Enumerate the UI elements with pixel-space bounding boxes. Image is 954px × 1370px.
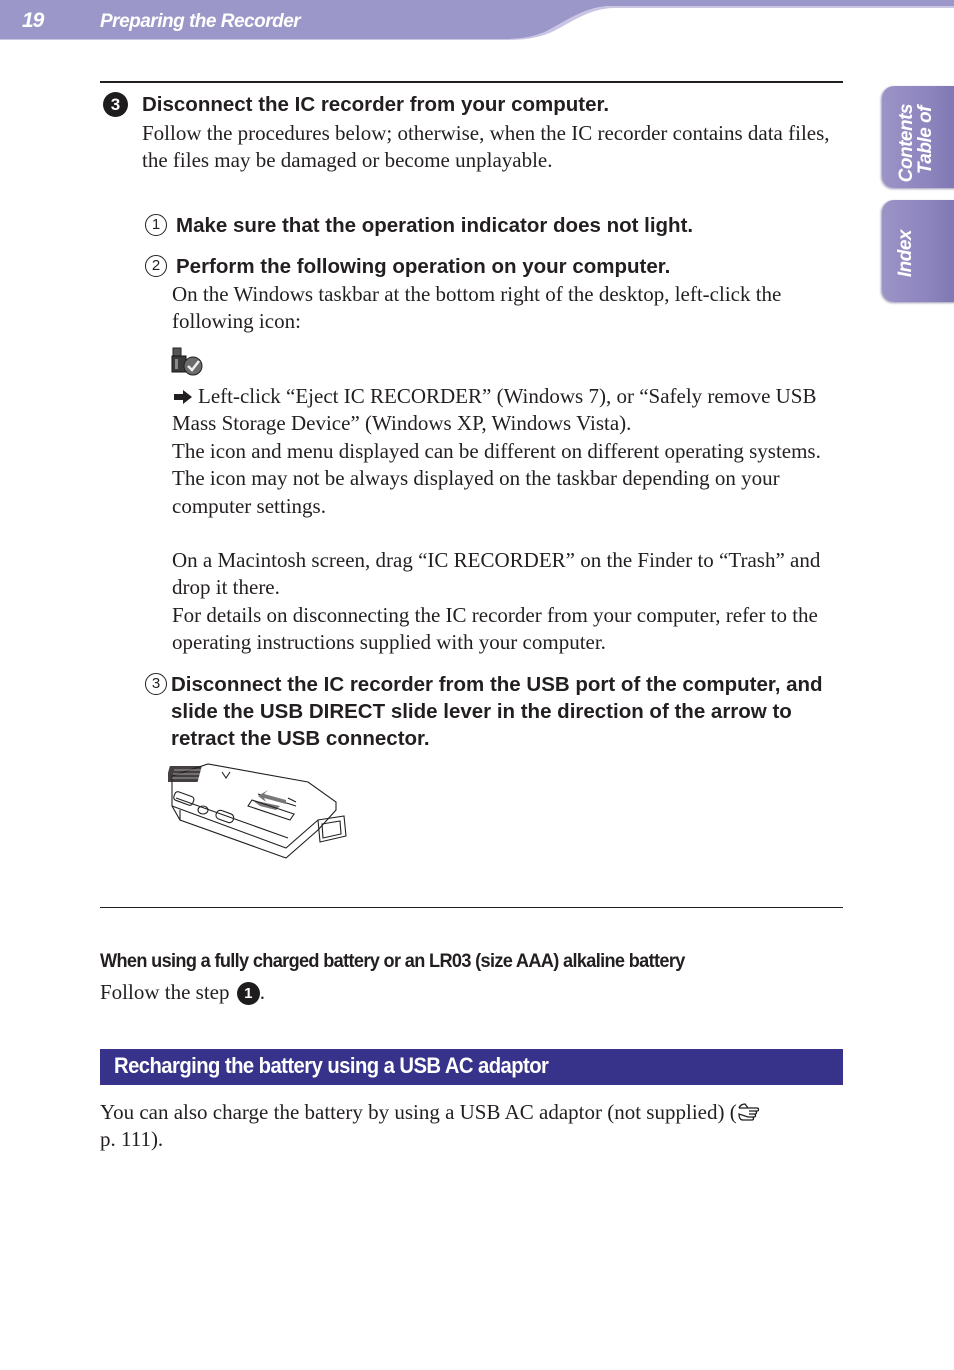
- step-3-number: 3: [103, 92, 128, 117]
- battery-text-before: Follow the step: [100, 980, 230, 1004]
- substep-2-number: 2: [145, 255, 167, 277]
- eject-usb-taskbar-icon: [171, 346, 205, 378]
- substep-2-text: On the Windows taskbar at the bottom right of the desktop, left-click the following icon:: [172, 282, 782, 334]
- page-header: [0, 0, 954, 48]
- battery-text-after: .: [259, 980, 265, 1004]
- substep-3-title: Disconnect the IC recorder from the USB port of the computer, and slide the USB DIRECT slide lever in the direction of the arrow to retract the USB connector.: [171, 673, 823, 750]
- index-tab[interactable]: [882, 200, 954, 302]
- step-3-title: Disconnect the IC recorder from your computer.: [142, 93, 610, 116]
- battery-text: [100, 979, 265, 1006]
- toc-tab-label-line1: Table of: [915, 106, 936, 175]
- step-3-text: Follow the procedures below; otherwise, when the IC recorder contains data files, the files may be damaged or become unplayable.: [142, 121, 830, 173]
- middle-rule: [100, 907, 843, 908]
- toc-tab-label-line2: Contents: [896, 104, 917, 183]
- adaptor-text-after: p. 111).: [100, 1127, 164, 1152]
- substep-2-note: The icon and menu displayed can be different on different operating systems. The icon may not be always displayed on the taskbar depending on your computer settings.: [172, 439, 821, 518]
- substep-2-arrow-text: [172, 383, 837, 438]
- adaptor-text-before: You can also charge the battery by using a USB AC adaptor (not supplied) (: [100, 1100, 737, 1124]
- substep-3-number: 3: [145, 673, 167, 695]
- index-tab-label: Index: [895, 230, 916, 278]
- top-rule: [100, 81, 843, 83]
- substep-2-mac-text: On a Macintosh screen, drag “IC RECORDER” on the Finder to “Trash” and drop it there.: [172, 548, 821, 600]
- table-of-contents-tab[interactable]: [882, 86, 954, 188]
- pointing-hand-icon: [737, 1102, 765, 1122]
- substep-1-number: 1: [145, 214, 167, 236]
- substep-2-title: Perform the following operation on your computer.: [176, 255, 671, 278]
- adaptor-text: [100, 1099, 840, 1154]
- battery-step-number: 1: [237, 982, 260, 1005]
- substep-1-title: Make sure that the operation indicator does not light.: [176, 214, 694, 237]
- section-title: Preparing the Recorder: [100, 11, 301, 32]
- substep-2-arrow-text-content: Left-click “Eject IC RECORDER” (Windows 7), or “Safely remove USB Mass Storage Device” (Windows XP, Windows Vista).: [172, 384, 817, 436]
- adaptor-section-bar: [100, 1049, 843, 1085]
- battery-heading: When using a fully charged battery or an LR03 (size AAA) alkaline battery: [100, 950, 685, 972]
- substep-2-details-text: For details on disconnecting the IC recorder from your computer, refer to the operating instructions supplied with your computer.: [172, 603, 818, 655]
- page-number: 19: [22, 9, 44, 32]
- ic-recorder-illustration: [168, 758, 348, 862]
- adaptor-section-title: Recharging the battery using a USB AC adaptor: [114, 1053, 549, 1078]
